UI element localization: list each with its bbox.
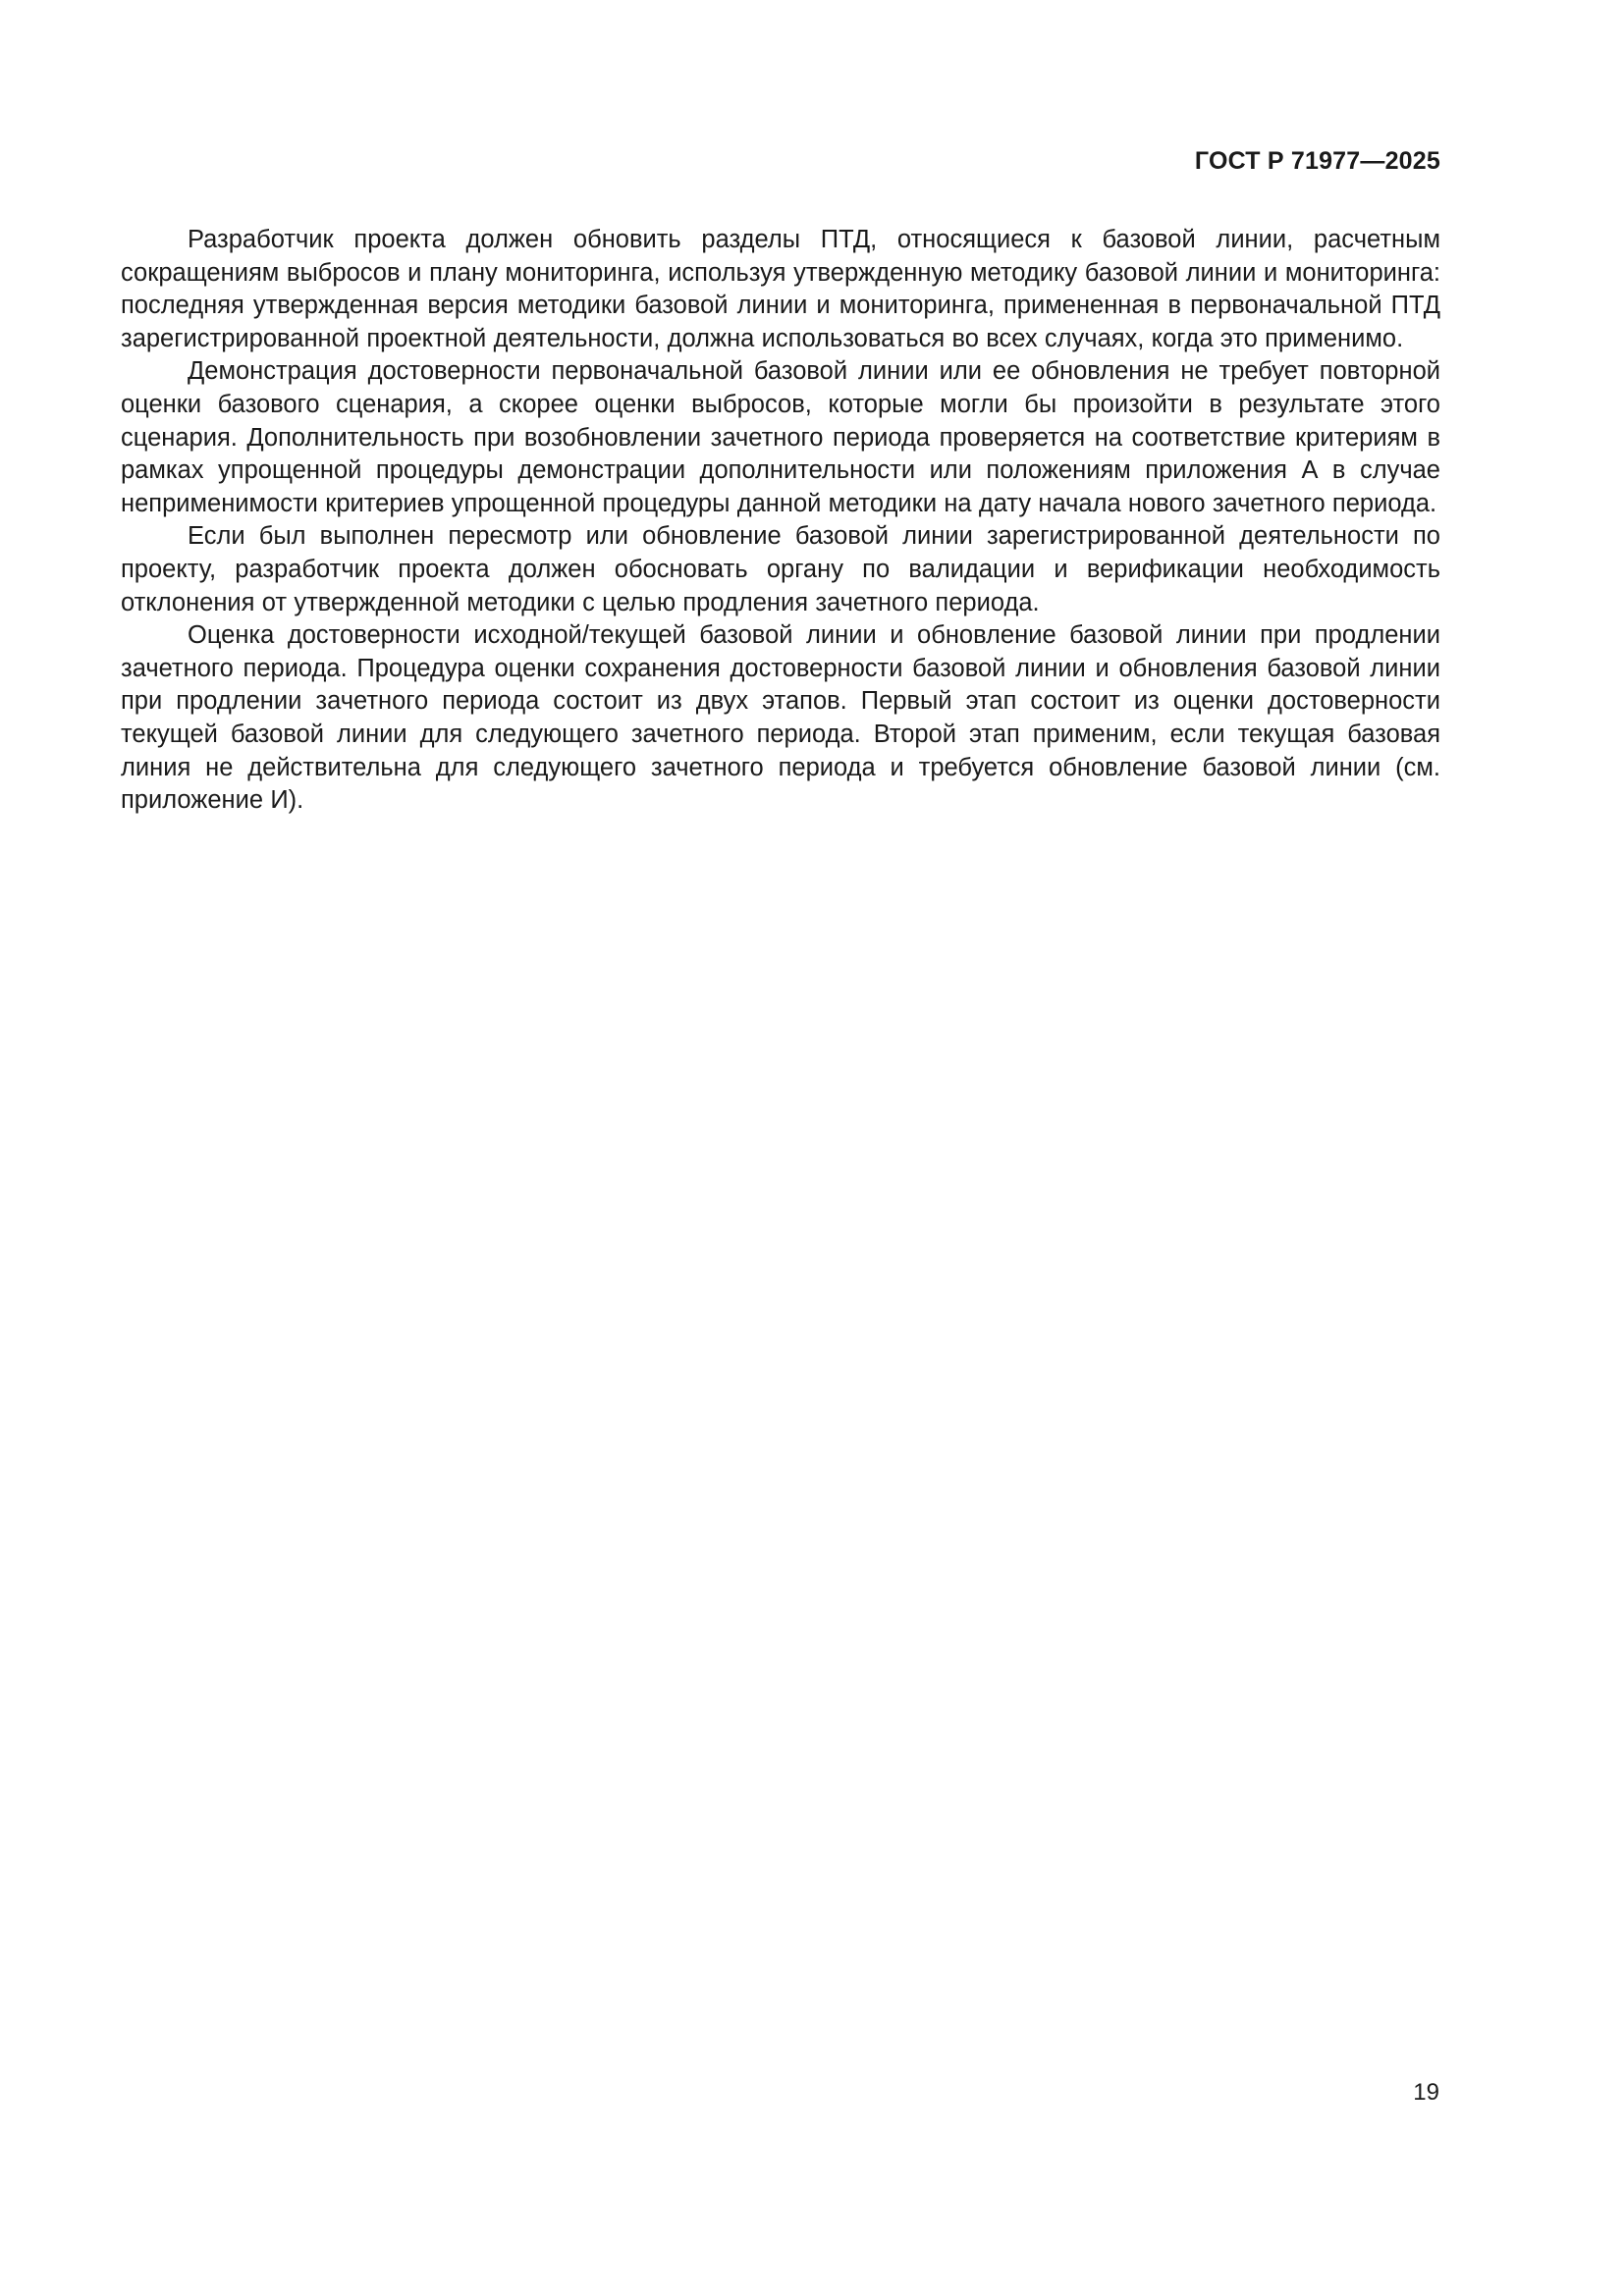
paragraph-4: Оценка достоверности исходной/текущей базовой линии и обновление базовой линии при продлении зачетного периода. Процедура оценки сохранения достоверности базовой линии и обновления базовой линии при продлении зачетного периода состоит из двух этапов. Первый этап состоит из оценки достоверности текущей базовой линии для следующего зачетного периода. Второй этап применим, если текущая базовая линия не действительна для следующего зачетного периода и требуется обновление базовой линии (см. приложение И).: [121, 621, 1440, 815]
page-number: 19: [1413, 2079, 1439, 2106]
main-text: [121, 224, 1440, 818]
paragraph-2: Демонстрация достоверности первоначальной базовой линии или ее обновления не требует повторной оценки базового сценария, а скорее оценки выбросов, которые могли бы произойти в результате этого сценария. Дополнительность при возобновлении зачетного периода проверяется на соответствие критериям в рамках упрощенной процедуры демонстрации дополнительности или положениям приложения А в случае неприменимости критериев упрощенной процедуры данной методики на дату начала нового зачетного периода.: [121, 357, 1440, 517]
paragraph-1: Разработчик проекта должен обновить разделы ПТД, относящиеся к базовой линии, расчетным сокращениям выбросов и плану мониторинга, используя утвержденную методику базовой линии и мониторинга: последняя утвержденная версия методики базовой линии и мониторинга, примененная в первоначальной ПТД зарегистрированной проектной деятельности, должна использоваться во всех случаях, когда это применимо.: [121, 226, 1440, 352]
paragraph-3: Если был выполнен пересмотр или обновление базовой линии зарегистрированной деятельности по проекту, разработчик проекта должен обосновать органу по валидации и верификации необходимость отклонения от утвержденной методики с целью продления зачетного периода.: [121, 522, 1440, 616]
standard-code-header: ГОСТ Р 71977—2025: [1194, 147, 1440, 175]
